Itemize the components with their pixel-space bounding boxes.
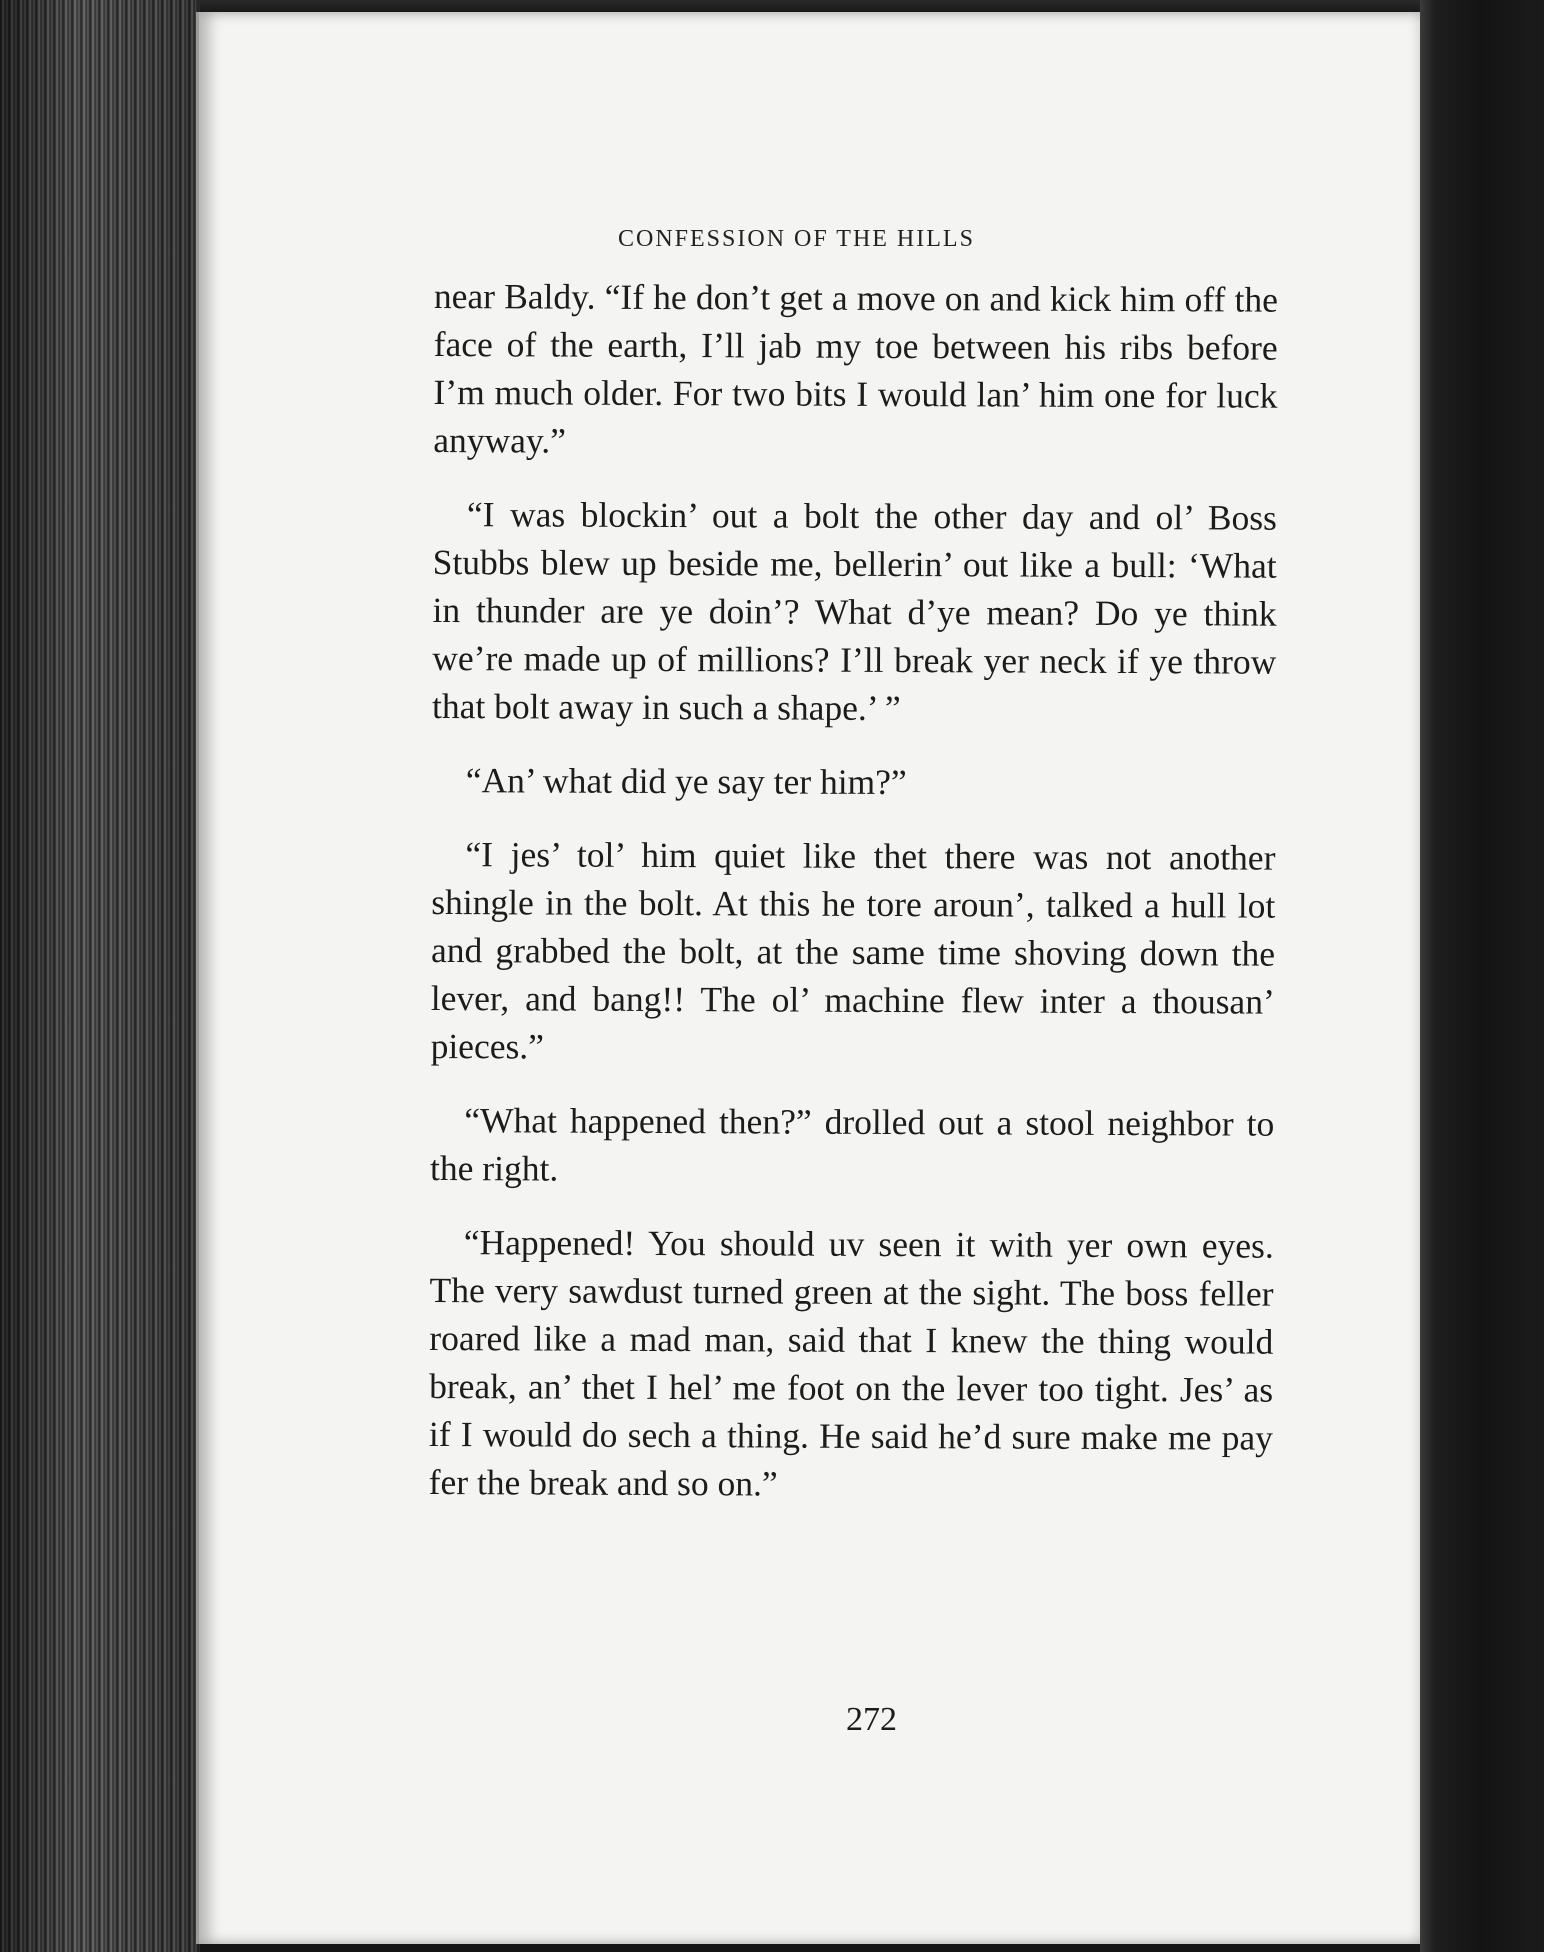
page-number: 272 [846, 1701, 897, 1738]
paragraph-1: near Baldy. “If he don’t get a move on and kick him off the face of the earth, I’ll jab my toe between his ribs before I’m much older. For two bits I would lan’ him one for luck anyway.” [433, 275, 1278, 461]
paragraph-4: “I jes’ tol’ him quiet like thet there was not another shingle in the bolt. At this he tore aroun’, talked a hull lot and grabbed the bolt, at the same time shoving down the lever, and bang!! The ol’ machine flew inter a thousan’ pieces.” [430, 834, 1276, 1067]
page-edges [0, 0, 200, 1952]
running-head: CONFESSION OF THE HILLS [618, 226, 975, 252]
paragraph-5: “What happened then?” drolled out a stool neighbor to the right. [430, 1100, 1275, 1189]
binding-strip [1420, 0, 1544, 1952]
paragraph-2: “I was blockin’ out a bolt the other day and ol’ Boss Stubbs blew up beside me, bellerin’ out like a bull: ‘What in thunder are ye doin’? What d’ye mean? Do ye think we’re made up of millions? I’ll break yer neck if ye throw that bolt away in such a shape.’ ” [432, 494, 1278, 729]
body-text [429, 272, 1278, 1510]
paragraph-3: “An’ what did ye say ter him?” [465, 760, 907, 803]
paragraph-6: “Happened! You should uv seen it with yer own eyes. The very sawdust turned green at the sight. The boss feller roared like a mad man, said that I knew the thing would break, an’ thet I hel’ me foot on the lever too tight. Jes’ as if I would do sech a thing. He said he’d sure make me pay fer the break and so on.” [428, 1222, 1274, 1504]
